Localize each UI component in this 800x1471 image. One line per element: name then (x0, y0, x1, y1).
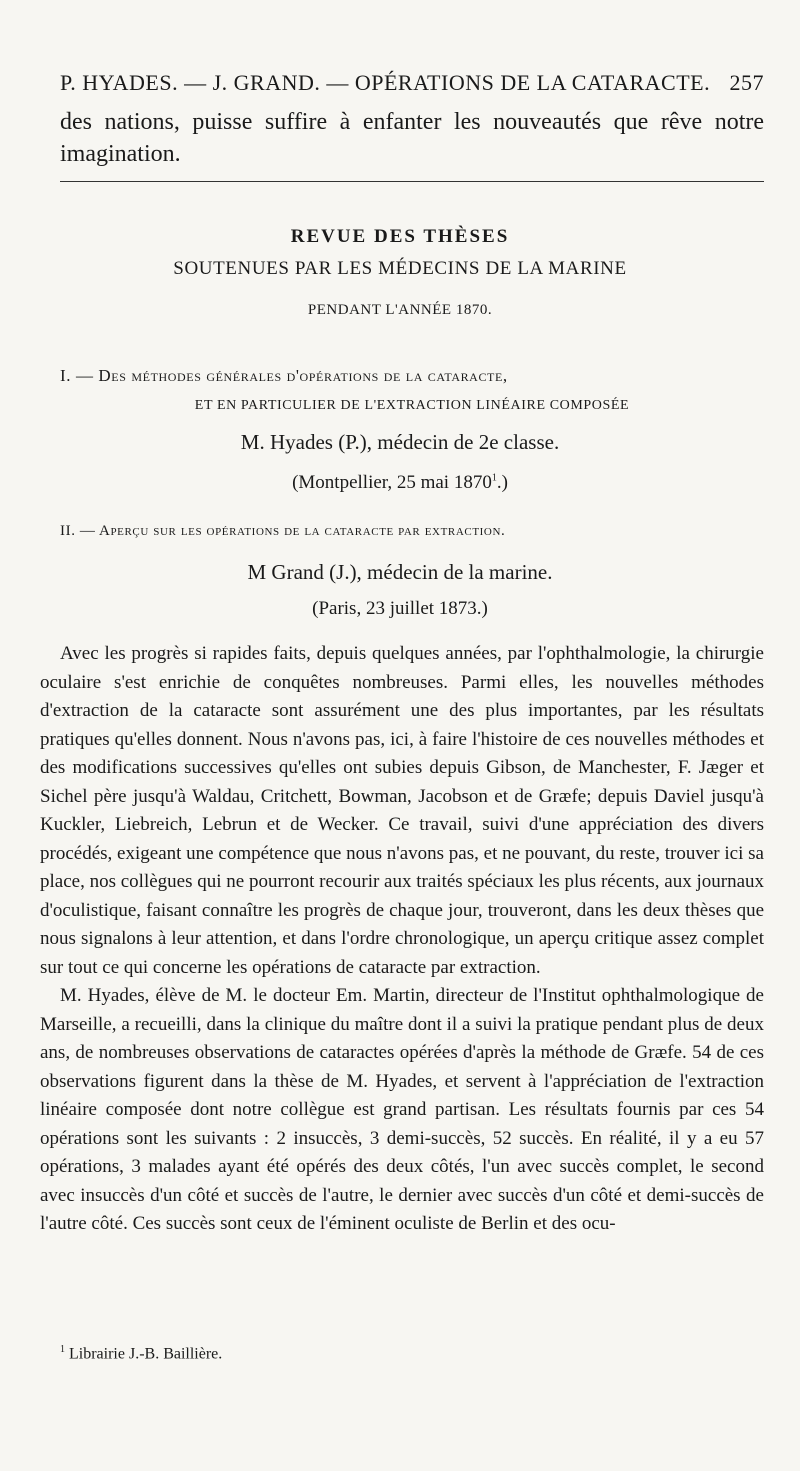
running-title: P. HYADES. — J. GRAND. — OPÉRATIONS DE LA CATARACTE. (60, 70, 711, 95)
thesis1-title (60, 366, 764, 386)
thesis2-numeral: II. (60, 523, 76, 539)
footnote-text: Librairie J.-B. Baillière. (65, 1345, 223, 1363)
thesis2-author: M Grand (J.), médecin de la marine. (247, 560, 553, 584)
running-header (60, 70, 764, 96)
body-paragraph-2: M. Hyades, élève de M. le docteur Em. Martin, directeur de l'Institut ophthalmologique de Marseille, a recueilli, dans la clinique du maître dont il a suivi la pratique pendant plus de deux ans, de nombreuses observations de cataractes opérées d'après la méthode de Græfe. 54 de ces observations figurent dans la thèse de M. Hyades, et servent à l'appréciation de l'extraction linéaire composée dont notre collègue est grand partisan. Les résultats fournis par ces 54 opérations sont les suivants : 2 insuccès, 3 demi-succès, 52 succès. En réalité, il y a eu 57 opérations, 3 malades ayant été opérés des deux côtés, l'un avec succès complet, le second avec insuccès d'un côté et succès de l'autre, le dernier avec succès d'un côté et demi-succès de l'autre côté. Ces succès sont ceux de l'éminent oculiste de Berlin et des ocu- (40, 985, 764, 1234)
review-year-line: PENDANT L'ANNÉE 1870. (307, 302, 493, 318)
footnote-mark: 1 (60, 1344, 65, 1355)
footnote-ref: 1 (491, 472, 497, 484)
thesis1-title-line1: — Des méthodes générales d'opérations de la cataracte, (75, 366, 508, 385)
section-divider (60, 181, 764, 182)
thesis1-place-close: .) (496, 472, 508, 493)
thesis1-author: M. Hyades (P.), médecin de 2e classe. (240, 430, 560, 454)
thesis1-place-text: (Montpellier, 25 mai 1870 (292, 472, 492, 493)
body-text (40, 640, 764, 1239)
thesis2-title-line1: — Aperçu sur les opérations de la cataracte par extraction. (79, 523, 506, 539)
thesis1-numeral: I. (60, 366, 72, 385)
page-number: 257 (729, 70, 764, 95)
thesis1-place (40, 472, 760, 494)
review-subtitle: SOUTENUES PAR LES MÉDECINS DE LA MARINE (173, 258, 627, 279)
thesis2-title (60, 523, 764, 540)
footnote (60, 1344, 222, 1363)
thesis1-title-line2: ET EN PARTICULIER DE L'EXTRACTION LINÉAIRE COMPOSÉE (194, 398, 630, 413)
review-title: REVUE DES THÈSES (290, 226, 510, 247)
thesis2-place: (Paris, 23 juillet 1873.) (312, 598, 488, 619)
body-paragraph-1: Avec les progrès si rapides faits, depuis quelques années, par l'ophthalmologie, la chirurgie oculaire s'est enrichie de conquêtes nombreuses. Parmi elles, les nouvelles méthodes d'extraction de la cataracte sont assurément une des plus importantes, par les résultats pratiques qu'elles donnent. Nous n'avons pas, ici, à faire l'histoire de ces nouvelles méthodes et des modifications successives qu'elles ont subies depuis Gibson, de Manchester, F. Jæger et Sichel père jusqu'à Waldau, Critchett, Bowman, Jacobson et de Græfe; depuis Daviel jusqu'à Kuckler, Liebreich, Lebrun et de Wecker. Ce travail, suivi d'une appréciation des divers procédés, exigeant une compétence que nous n'avons pas, et ne pouvant, du reste, trouver ici sa place, nos collègues qui ne pourront recourir aux traités spéciaux les plus récents, aux journaux d'oculistique, faisant connaître les progrès de chaque jour, trouveront, dans les deux thèses que nous signalons à leur attention, et dans l'ordre chronologique, un aperçu critique assez complet sur tout ce qui concerne les opérations de cataracte par extraction. (40, 643, 764, 978)
intro-paragraph: des nations, puisse suffire à enfanter les nouveautés que rêve notre imagination. (60, 109, 764, 167)
